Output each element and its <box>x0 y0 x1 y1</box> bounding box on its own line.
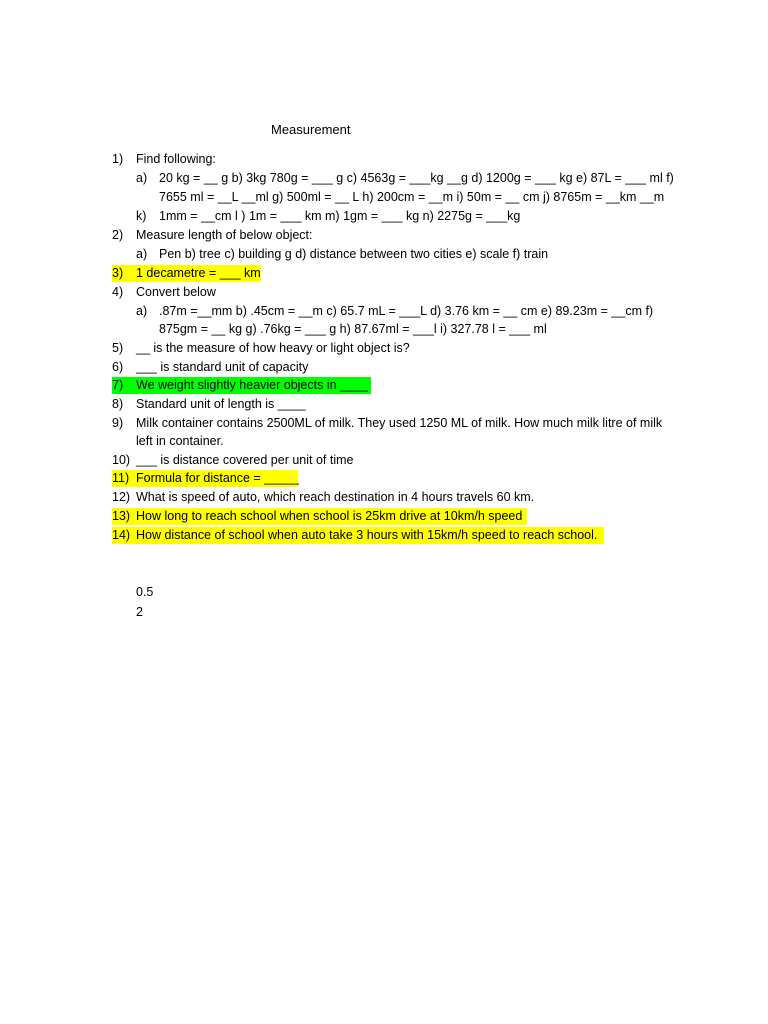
item-number: 14) <box>112 528 131 542</box>
item-number: 2) <box>112 228 124 242</box>
item-number: 6) <box>112 360 124 374</box>
sub-item-letter: a) <box>136 247 148 261</box>
item-text: How long to reach school when school is 25km drive at 10km/h speed <box>136 509 523 523</box>
item-text: How distance of school when auto take 3 hours with 15km/h speed to reach school. <box>136 528 598 542</box>
item-text: Convert below <box>136 285 216 299</box>
answer-value: 2 <box>136 605 143 619</box>
item-number: 7) <box>112 378 124 392</box>
sub-item-text: 7655 ml = __L __ml g) 500ml = __ L h) 200cm = __m i) 50m = __ cm j) 8765m = __km __m <box>159 190 665 204</box>
item-text: Formula for distance = _____ <box>136 471 299 485</box>
item-text: left in container. <box>136 434 224 448</box>
item-text: 1 decametre = ___ km <box>136 266 261 280</box>
item-number: 9) <box>112 416 124 430</box>
item-text: __ is the measure of how heavy or light object is? <box>136 341 410 355</box>
item-number: 8) <box>112 397 124 411</box>
page-title: Measurement <box>271 122 351 137</box>
sub-item-letter: k) <box>136 209 147 223</box>
sub-item-text: 1mm = __cm l ) 1m = ___ km m) 1gm = ___ kg n) 2275g = ___kg <box>159 209 521 223</box>
sub-item-text: .87m =__mm b) .45cm = __m c) 65.7 mL = ___L d) 3.76 km = __ cm e) 89.23m = __cm f) <box>159 304 654 318</box>
answer-value: 0.5 <box>136 585 154 599</box>
item-number: 13) <box>112 509 131 523</box>
item-text: Find following: <box>136 152 216 166</box>
item-text: What is speed of auto, which reach destination in 4 hours travels 60 km. <box>136 490 535 504</box>
item-number: 3) <box>112 266 124 280</box>
sub-item-text: 20 kg = __ g b) 3kg 780g = ___ g c) 4563g = ___kg __g d) 1200g = ___ kg e) 87L = ___ ml f) <box>159 171 674 185</box>
item-text: ___ is distance covered per unit of time <box>136 453 354 467</box>
sub-item-text: Pen b) tree c) building g d) distance between two cities e) scale f) train <box>159 247 549 261</box>
item-number: 5) <box>112 341 124 355</box>
item-number: 10) <box>112 453 131 467</box>
item-number: 11) <box>112 471 130 485</box>
item-number: 1) <box>112 152 124 166</box>
item-number: 4) <box>112 285 124 299</box>
item-number: 12) <box>112 490 131 504</box>
sub-item-letter: a) <box>136 171 148 185</box>
item-text: ___ is standard unit of capacity <box>136 360 309 374</box>
sub-item-letter: a) <box>136 304 148 318</box>
item-text: Measure length of below object: <box>136 228 313 242</box>
item-text: Milk container contains 2500ML of milk. They used 1250 ML of milk. How much milk litre of milk <box>136 416 663 430</box>
sub-item-text: 875gm = __ kg g) .76kg = ___ g h) 87.67ml = ___l i) 327.78 l = ___ ml <box>159 322 547 336</box>
item-text: Standard unit of length is ____ <box>136 397 306 411</box>
item-text: We weight slightly heavier objects in ____ <box>136 378 368 392</box>
